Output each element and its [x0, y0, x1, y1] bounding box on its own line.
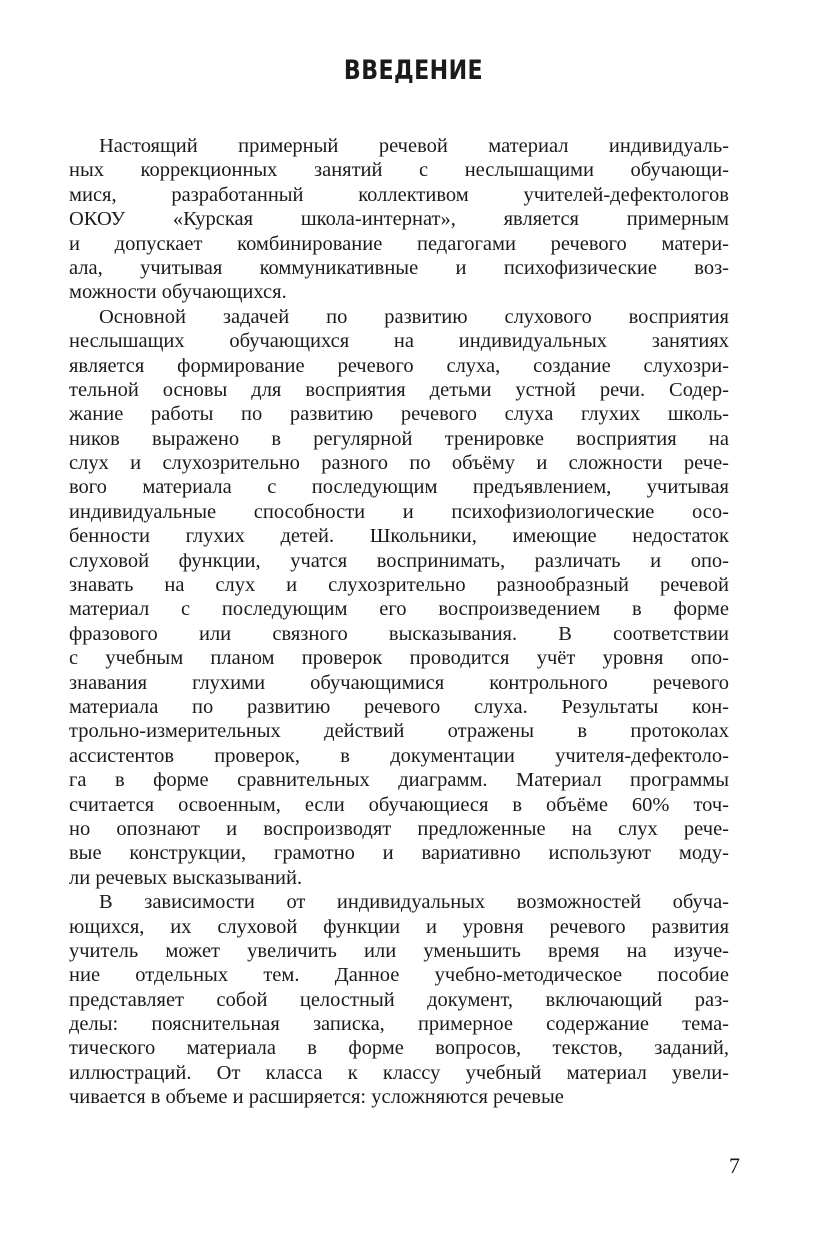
- body-text: [69, 134, 729, 1110]
- text-line: ала, учитывая коммуникативные и психофизические воз-: [69, 256, 729, 279]
- text-line: делы: пояснительная записка, примерное содержание тема-: [69, 1013, 729, 1036]
- text-line: является формирование речевого слуха, создание слухозри-: [69, 354, 729, 377]
- text-line: В зависимости от индивидуальных возможностей обуча-: [99, 891, 729, 914]
- paragraph: [69, 890, 729, 1110]
- text-line: Настоящий примерный речевой материал индивидуаль-: [99, 135, 729, 157]
- text-line: Основной задачей по развитию слухового восприятия: [99, 305, 729, 328]
- text-line: вые конструкции, грамотно и вариативно используют моду-: [69, 842, 729, 865]
- text-line: тического материала в форме вопросов, текстов, заданий,: [69, 1037, 729, 1060]
- text-line: считается освоенным, если обучающиеся в объёме 60% точ-: [69, 793, 729, 816]
- text-line: с учебным планом проверок проводится учёт уровня опо-: [69, 647, 729, 670]
- text-line: учитель может увеличить или уменьшить время на изуче-: [69, 939, 729, 962]
- text-line: неслышащих обучающихся на индивидуальных занятиях: [69, 330, 729, 353]
- text-line: слух и слухозрительно разного по объёму и сложности рече-: [69, 452, 729, 475]
- text-line: фразового или связного высказывания. В соответствии: [69, 622, 729, 645]
- text-line: мися, разработанный коллективом учителей-дефектологов: [69, 183, 729, 206]
- text-line: слуховой функции, учатся воспринимать, различать и опо-: [69, 549, 729, 572]
- text-line: индивидуальные способности и психофизиологические осо-: [69, 500, 729, 523]
- text-line: но опознают и воспроизводят предложенные на слух рече-: [69, 817, 729, 840]
- text-line: бенности глухих детей. Школьники, имеющие недостаток: [69, 525, 729, 548]
- paragraph: [69, 134, 729, 305]
- text-line: ассистентов проверок, в документации учителя-дефектоло-: [69, 744, 729, 767]
- text-line: материала по развитию речевого слуха. Результаты кон-: [69, 695, 729, 718]
- text-line: ющихся, их слуховой функции и уровня речевого развития: [69, 915, 729, 938]
- text-line: ников выражено в регулярной тренировке восприятия на: [69, 427, 729, 450]
- text-line: и допускает комбинирование педагогами речевого матери-: [69, 232, 729, 255]
- text-line: чивается в объеме и расширяется: усложняются речевые: [69, 1086, 564, 1109]
- page-number: 7: [729, 1153, 740, 1178]
- page-title: ВВЕДЕНИЕ: [343, 55, 484, 86]
- text-line: тельной основы для восприятия детьми устной речи. Содер-: [69, 378, 729, 401]
- text-line: ние отдельных тем. Данное учебно-методическое пособие: [69, 964, 729, 987]
- text-line: иллюстраций. От класса к классу учебный материал увели-: [69, 1061, 729, 1084]
- text-line: ОКОУ «Курская школа-интернат», является примерным: [69, 208, 729, 231]
- text-line: трольно-измерительных действий отражены в протоколах: [69, 720, 729, 743]
- text-line: жание работы по развитию речевого слуха глухих школь-: [69, 403, 729, 426]
- text-line: знавания глухими обучающимися контрольного речевого: [69, 671, 729, 694]
- text-line: можности обучающихся.: [69, 281, 287, 304]
- text-line: представляет собой целостный документ, включающий раз-: [69, 988, 729, 1011]
- text-line: ли речевых высказываний.: [69, 866, 303, 889]
- text-line: вого материала с последующим предъявлением, учитывая: [69, 476, 729, 499]
- text-line: материал с последующим его воспроизведением в форме: [69, 598, 729, 621]
- text-line: знавать на слух и слухозрительно разнообразный речевой: [69, 574, 729, 597]
- paragraph: [69, 305, 729, 890]
- text-line: ных коррекционных занятий с неслышащими обучающи-: [69, 159, 729, 182]
- text-line: га в форме сравнительных диаграмм. Материал программы: [69, 769, 729, 792]
